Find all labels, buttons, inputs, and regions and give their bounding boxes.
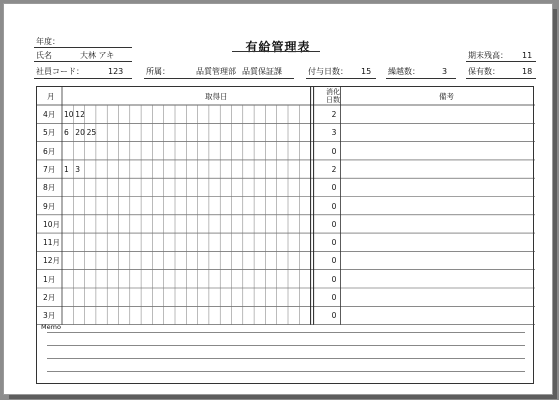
grant-value: 15 [361,67,372,76]
dept-label: 所属： [146,67,170,76]
table-grid-lines [37,87,535,385]
carry-label: 繰越数： [388,67,420,76]
used-days-cell: 0 [331,201,337,211]
date-cell[interactable]: 10 [64,110,74,119]
grant-label: 付与日数： [308,67,348,76]
date-cell[interactable]: 25 [86,128,97,138]
used-days-cell: 0 [331,219,337,229]
month-cell: 12月 [43,256,61,266]
col-header-notes: 備考 [439,92,454,101]
col-header-dates: 取得日 [205,92,228,101]
month-cell: 2月 [43,293,56,302]
name-value: 大林 アキ [80,51,115,60]
col-header-used-1: 消化 [326,88,340,96]
date-cell[interactable]: 12 [75,110,85,119]
date-cell[interactable]: 3 [75,164,81,174]
used-days-cell: 0 [331,238,337,248]
used-days-cell: 2 [331,164,337,174]
used-days-cell: 0 [331,293,337,302]
month-cell: 6月 [43,146,56,156]
dept-value-1: 品質管理部 [196,67,236,76]
month-cell: 3月 [43,311,56,321]
col-header-month: 月 [47,92,55,101]
name-label: 氏名 [36,51,52,60]
dept-value-2: 品質保証課 [242,67,282,76]
month-cell: 4月 [43,110,56,119]
used-days-cell: 0 [331,256,337,266]
month-cell: 5月 [43,128,56,138]
remaining-value: 11 [522,51,533,60]
emp-code-label: 社員コード： [36,67,84,76]
month-cell: 11月 [43,238,61,248]
carry-value: 3 [442,67,448,76]
date-cell[interactable]: 20 [75,128,85,138]
date-cell[interactable]: 6 [64,128,69,138]
date-cell[interactable]: 1 [64,164,69,174]
leave-sheet [3,3,553,395]
used-days-cell: 2 [331,110,337,119]
remaining-label: 期末残高： [468,51,508,60]
page-title: 有給管理表 [245,40,311,54]
memo-label: Memo [41,323,61,331]
col-header-used-2: 日数 [326,96,340,104]
used-days-cell: 0 [331,274,337,284]
used-days-cell: 0 [331,146,337,156]
month-cell: 1月 [43,274,56,284]
used-days-cell: 0 [331,311,337,321]
month-cell: 10月 [43,219,61,229]
used-days-cell: 3 [331,128,337,138]
holding-value: 18 [522,67,533,76]
month-cell: 7月 [43,164,56,174]
used-days-cell: 0 [331,183,337,193]
month-cell: 8月 [43,183,56,193]
year-label: 年度： [36,37,60,46]
leave-table [36,86,534,384]
emp-code-value: 123 [108,67,124,76]
month-cell: 9月 [43,201,56,211]
holding-label: 保有数： [468,67,500,76]
